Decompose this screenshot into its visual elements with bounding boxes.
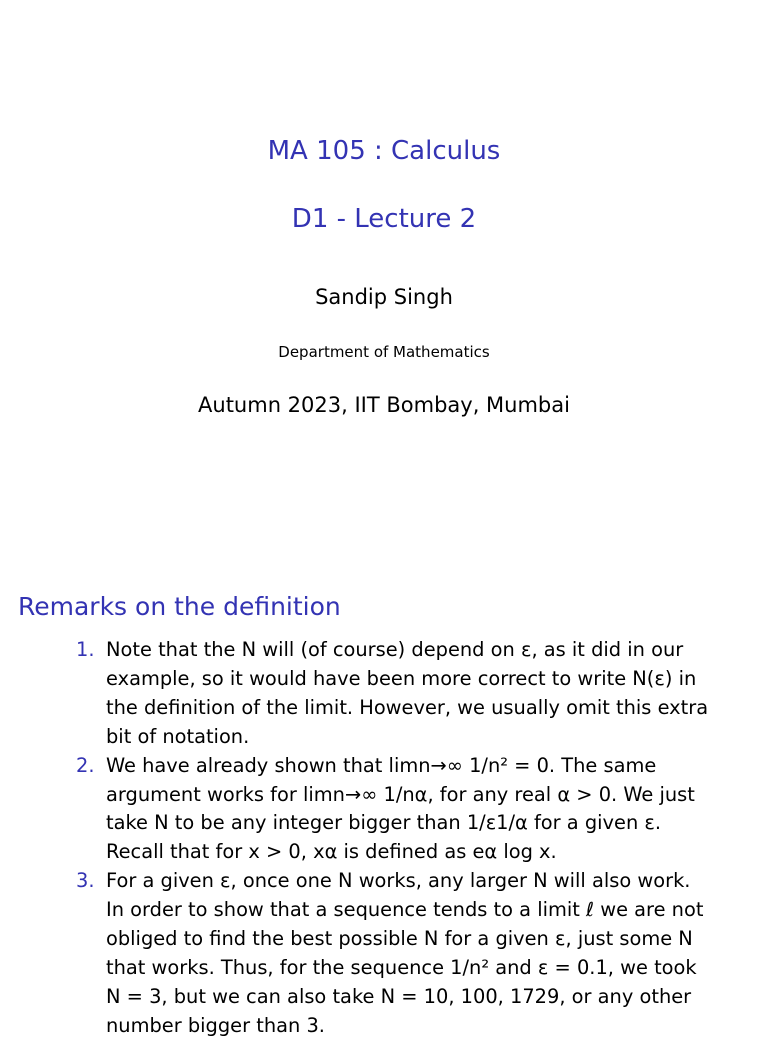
department: Department of Mathematics (278, 343, 490, 361)
frame-title: Remarks on the definition (18, 592, 341, 621)
remark-list (0, 636, 768, 1041)
remark-item-2 (0, 752, 768, 868)
remark-item-1 (0, 636, 768, 752)
remark-text: We have already shown that limn→∞ 1/n² = 0. The same argument works for limn→∞ 1/nα, for any real α > 0. We just take N to be any integer bigger than 1/ε1/α for a given ε. Recall that for x > 0, xα is defined as eα log x. (106, 753, 695, 864)
course-title: MA 105 : Calculus (267, 136, 501, 166)
remark-number: 1. (76, 638, 95, 661)
remark-item-3 (0, 867, 768, 1040)
remark-text: For a given ε, once one N works, any larger N will also work. In order to show that a sequence tends to a limit ℓ we are not obliged to find the best possible N for a given ε, just some N that works. Thus, for the sequence 1/n² and ε = 0.1, we took N = 3, but we can also take N = 10, 100, 1729, or any other number bigger than 3. (106, 869, 704, 1037)
remark-number: 3. (76, 869, 95, 893)
author-name: Sandip Singh (315, 285, 453, 309)
remark-number: 2. (76, 753, 95, 777)
remark-text: Note that the N will (of course) depend on ε, as it did in our example, so it would have been more correct to write N(ε) in the definition of the limit. However, we usually omit this extra bit of notation. (106, 638, 709, 748)
lecture-title: D1 - Lecture 2 (291, 204, 477, 234)
term-and-institute: Autumn 2023, IIT Bombay, Mumbai (198, 393, 570, 417)
remarks-slide (0, 577, 768, 1037)
